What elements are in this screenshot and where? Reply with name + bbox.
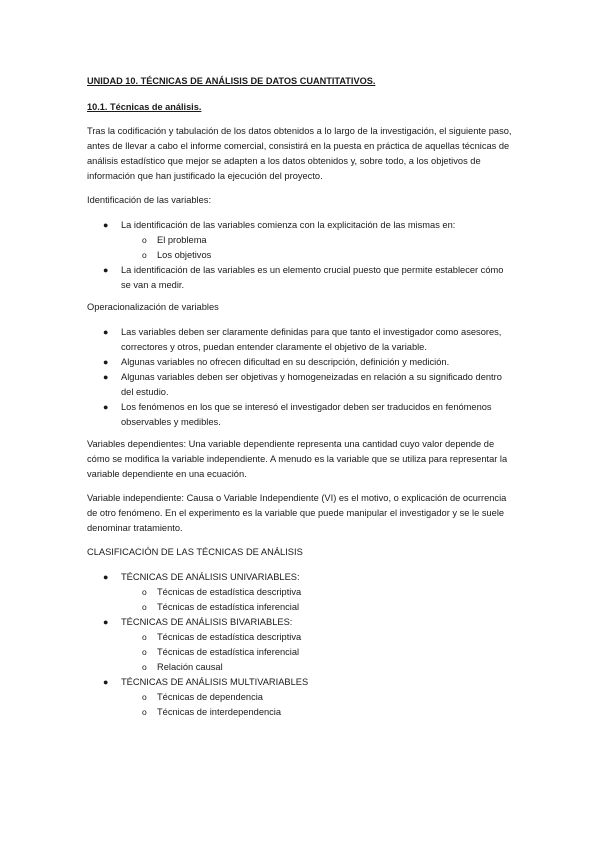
list-item-text: Algunas variables deben ser objetivas y homogeneizadas en relación a su significado dentro del estudio. bbox=[121, 372, 502, 397]
list-item-text: Las variables deben ser claramente definidas para que tanto el investigador como asesores, correctores y otros, puedan entender claramente el objetivo de la variable. bbox=[121, 327, 502, 352]
sub-list-item bbox=[121, 233, 515, 248]
bullet-circle-icon: o bbox=[142, 587, 147, 597]
sub-list-item-text: Los objetivos bbox=[157, 250, 212, 260]
operationalization-list bbox=[87, 325, 515, 430]
sub-list-item-text: Técnicas de estadística descriptiva bbox=[157, 632, 302, 642]
unit-title: UNIDAD 10. TÉCNICAS DE ANÁLISIS DE DATOS CUANTITATIVOS. bbox=[87, 76, 376, 86]
list-item bbox=[87, 325, 515, 355]
list-item-text: La identificación de las variables comienza con la explicitación de las mismas en: bbox=[121, 220, 456, 230]
bullet-dot-icon: ● bbox=[103, 372, 109, 382]
list-item bbox=[87, 263, 515, 293]
list-item bbox=[87, 218, 515, 263]
list-item bbox=[87, 370, 515, 400]
classification-label: CLASIFICACIÓN DE LAS TÉCNICAS DE ANÁLISIS bbox=[87, 547, 303, 557]
sub-list-item-text: Técnicas de estadística descriptiva bbox=[157, 587, 302, 597]
list-item bbox=[87, 355, 515, 370]
bullet-circle-icon: o bbox=[142, 250, 147, 260]
sub-list-item bbox=[121, 630, 515, 645]
sub-list-item bbox=[121, 690, 515, 705]
sub-list-item bbox=[121, 600, 515, 615]
list-item bbox=[87, 570, 515, 615]
identification-label: Identificación de las variables: bbox=[87, 195, 212, 205]
sub-list-item bbox=[121, 248, 515, 263]
bullet-dot-icon: ● bbox=[103, 572, 109, 582]
list-item-text: Los fenómenos en los que se interesó el investigador deben ser traducidos en fenómenos observables y medibles. bbox=[121, 402, 492, 427]
bullet-circle-icon: o bbox=[142, 692, 147, 702]
bullet-circle-icon: o bbox=[142, 647, 147, 657]
sub-list-item-text: Técnicas de interdependencia bbox=[157, 707, 282, 717]
section-title: 10.1. Técnicas de análisis. bbox=[87, 102, 202, 112]
bullet-dot-icon: ● bbox=[103, 402, 109, 412]
sub-list-item-text: Técnicas de dependencia bbox=[157, 692, 263, 702]
bullet-circle-icon: o bbox=[142, 235, 147, 245]
sub-list bbox=[121, 690, 515, 720]
list-item-text: TÉCNICAS DE ANÁLISIS MULTIVARIABLES bbox=[121, 677, 309, 687]
sub-list bbox=[121, 585, 515, 615]
list-item-text: TÉCNICAS DE ANÁLISIS UNIVARIABLES: bbox=[121, 572, 300, 582]
bullet-circle-icon: o bbox=[142, 602, 147, 612]
document-body bbox=[87, 74, 515, 727]
sub-list bbox=[121, 233, 515, 263]
list-item-text: La identificación de las variables es un elemento crucial puesto que permite establecer cómo se van a medir. bbox=[121, 265, 504, 290]
list-item bbox=[87, 675, 515, 720]
sub-list-item bbox=[121, 585, 515, 600]
bullet-dot-icon: ● bbox=[103, 357, 109, 367]
dependent-variables-paragraph: Variables dependientes: Una variable dependiente representa una cantidad cuyo valor depende de cómo se modifica la variable independiente. A menudo es la variable que se utiliza para representar la variable dependiente en una ecuación. bbox=[87, 439, 508, 479]
intro-paragraph: Tras la codificación y tabulación de los datos obtenidos a lo largo de la investigación, el siguiente paso, antes de llevar a cabo el informe comercial, consistirá en la puesta en práctica de aquellas técnicas de análisis estadístico que mejor se adapten a los datos obtenidos y, sobre todo, a los objetivos de información que han justificado la ejecución del proyecto. bbox=[87, 126, 512, 181]
bullet-circle-icon: o bbox=[142, 707, 147, 717]
independent-variable-paragraph: Variable independiente: Causa o Variable Independiente (VI) es el motivo, o explicación de ocurrencia de otro fenómeno. En el experimento es la variable que puede manipular el investigador y se le suele denominar tratamiento. bbox=[87, 493, 507, 533]
sub-list bbox=[121, 630, 515, 675]
bullet-circle-icon: o bbox=[142, 632, 147, 642]
bullet-dot-icon: ● bbox=[103, 327, 109, 337]
bullet-dot-icon: ● bbox=[103, 265, 109, 275]
list-item-text: Algunas variables no ofrecen dificultad en su descripción, definición y medición. bbox=[121, 357, 450, 367]
bullet-circle-icon: o bbox=[142, 662, 147, 672]
sub-list-item bbox=[121, 705, 515, 720]
identification-list bbox=[87, 218, 515, 293]
bullet-dot-icon: ● bbox=[103, 220, 109, 230]
bullet-dot-icon: ● bbox=[103, 677, 109, 687]
list-item-text: TÉCNICAS DE ANÁLISIS BIVARIABLES: bbox=[121, 617, 293, 627]
list-item bbox=[87, 400, 515, 430]
sub-list-item-text: El problema bbox=[157, 235, 207, 245]
sub-list-item-text: Técnicas de estadística inferencial bbox=[157, 647, 300, 657]
operationalization-label: Operacionalización de variables bbox=[87, 302, 219, 312]
sub-list-item-text: Relación causal bbox=[157, 662, 223, 672]
sub-list-item bbox=[121, 660, 515, 675]
sub-list-item bbox=[121, 645, 515, 660]
list-item bbox=[87, 615, 515, 675]
classification-list bbox=[87, 570, 515, 720]
sub-list-item-text: Técnicas de estadística inferencial bbox=[157, 602, 300, 612]
bullet-dot-icon: ● bbox=[103, 617, 109, 627]
